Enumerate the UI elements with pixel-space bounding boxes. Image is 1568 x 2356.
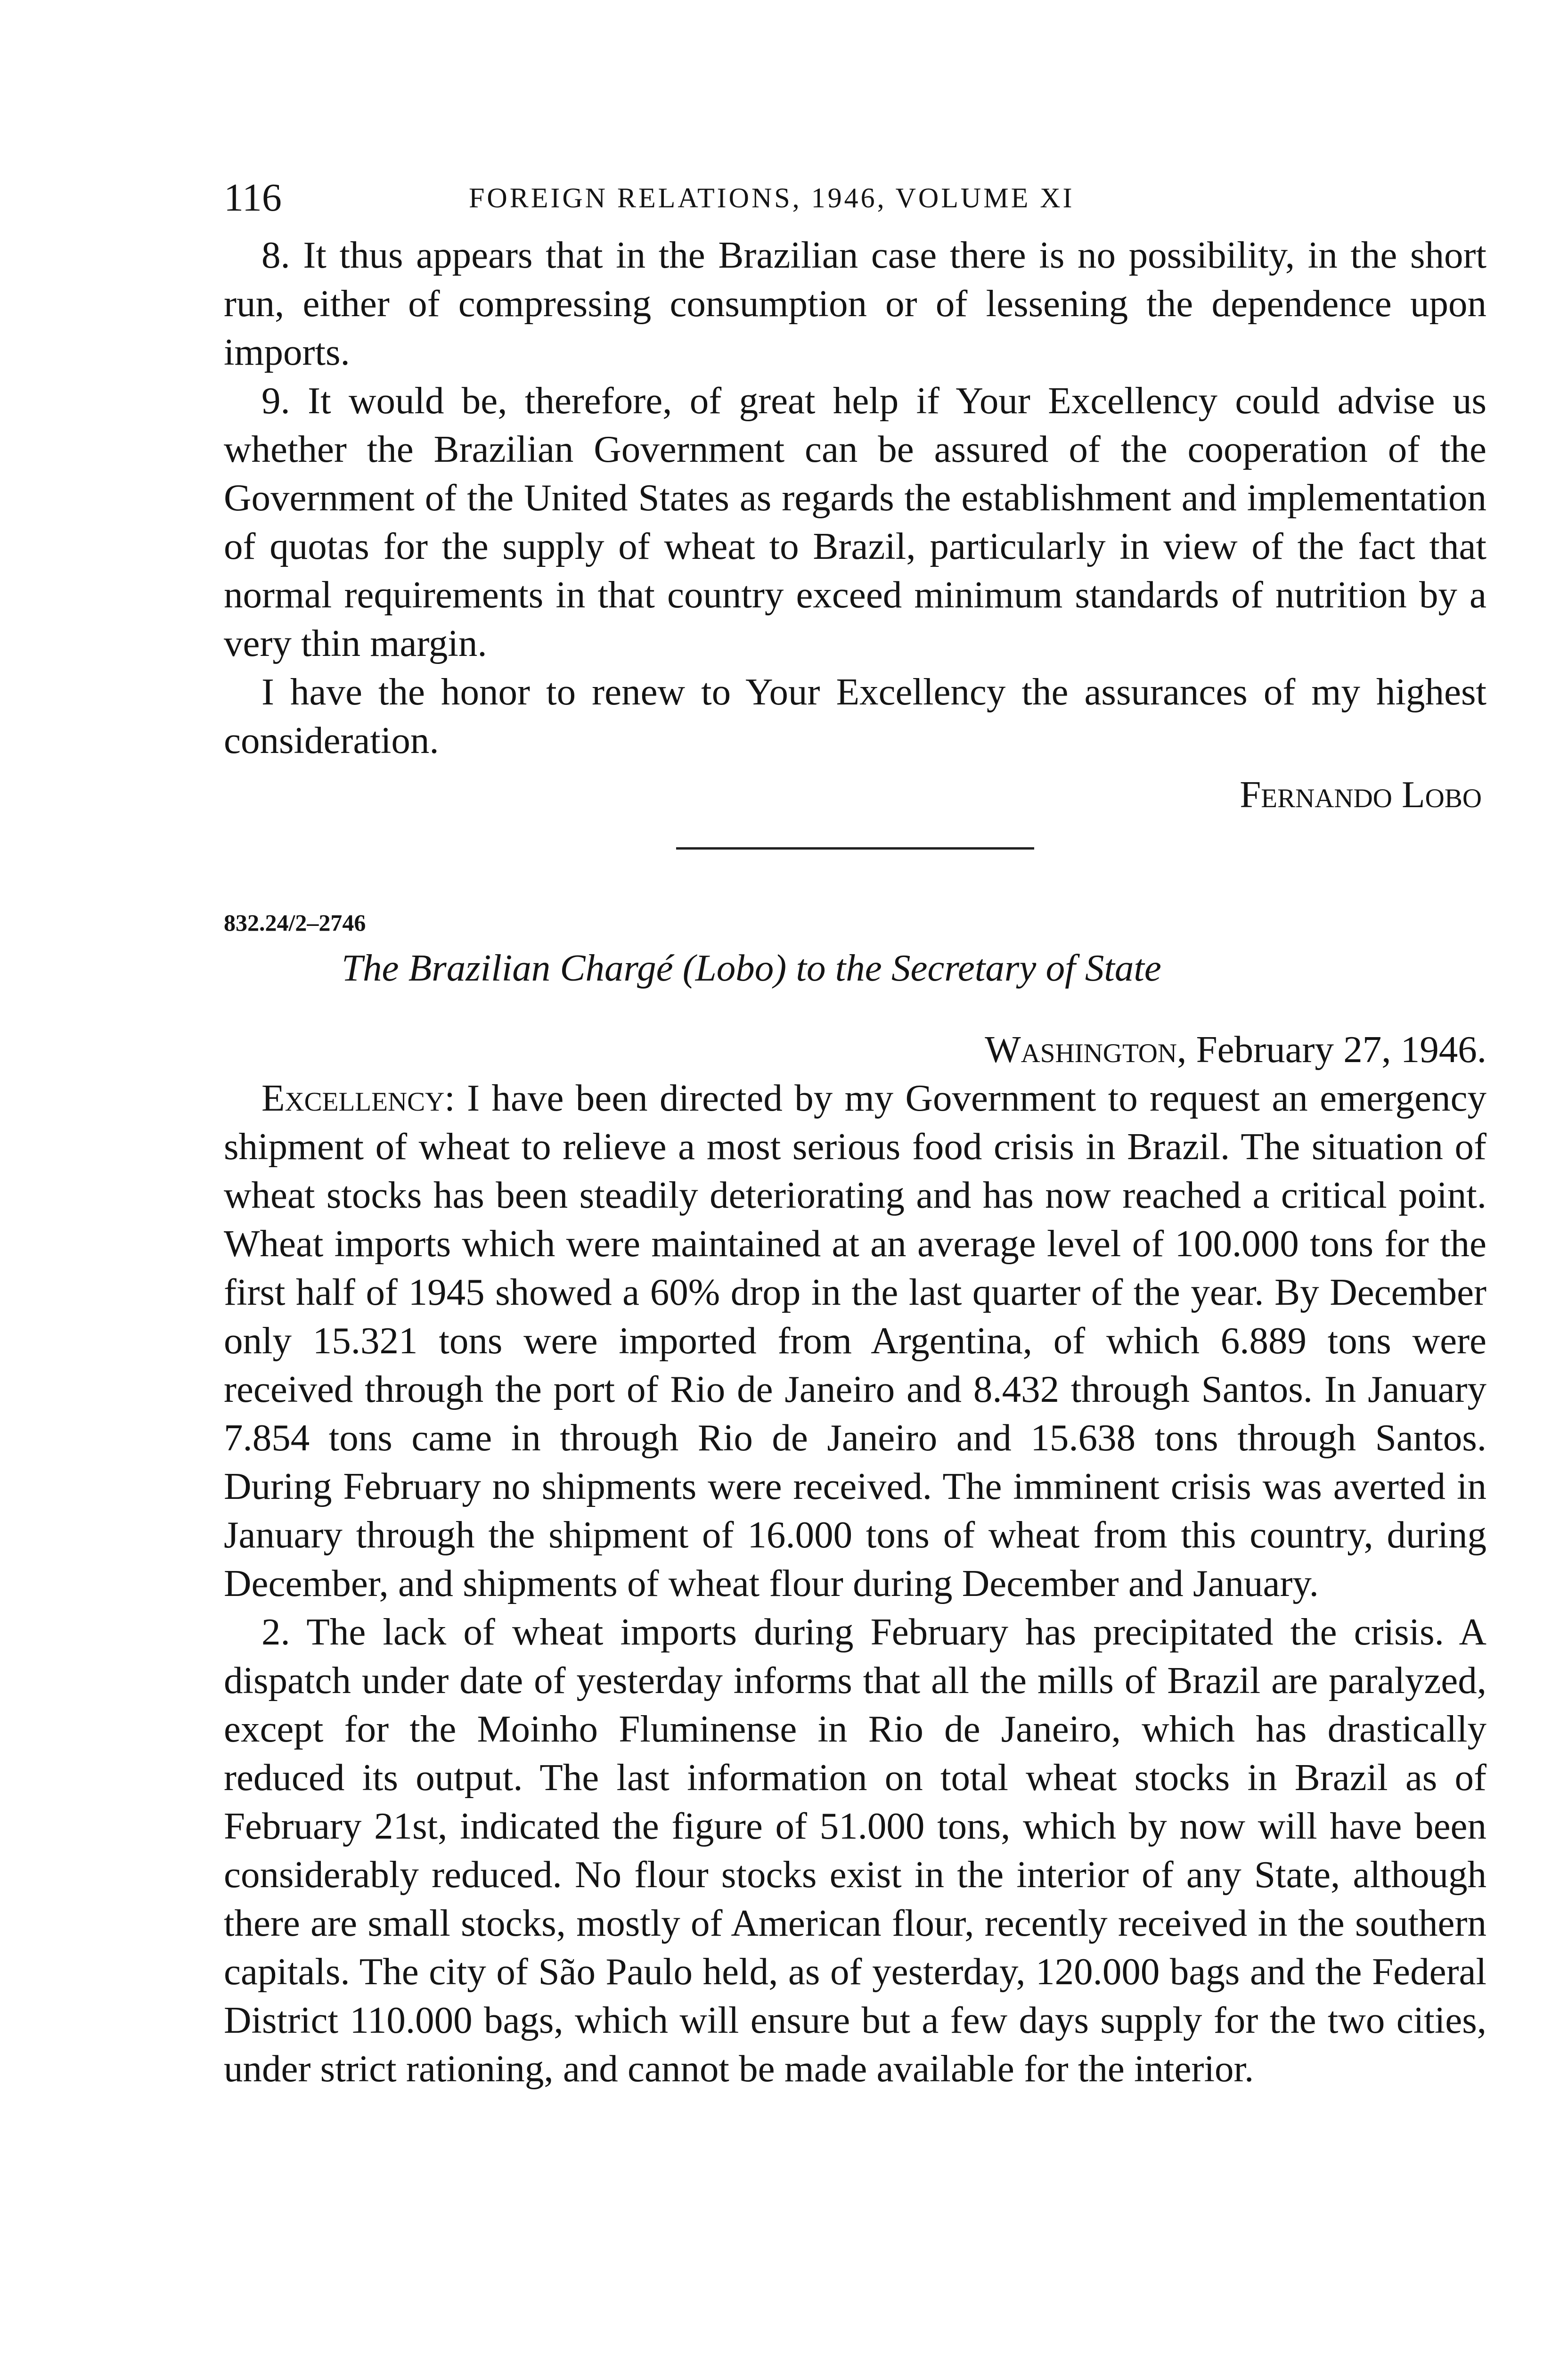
closing-courtesy: I have the honor to renew to Your Excellency the assurances of my highest consideration. bbox=[224, 671, 1486, 761]
dateline-place: Washington, bbox=[985, 1028, 1187, 1071]
letter-paragraph-1 bbox=[224, 1074, 1486, 1608]
signature: Fernando Lobo bbox=[1240, 773, 1482, 816]
running-head bbox=[224, 174, 1486, 231]
document-title: The Brazilian Chargé (Lobo) to the Secretary of State bbox=[342, 947, 1161, 989]
document-page bbox=[224, 174, 1486, 2093]
section-divider bbox=[676, 847, 1034, 850]
running-title: FOREIGN RELATIONS, 1946, VOLUME XI bbox=[469, 182, 1075, 213]
paragraph-9: 9. It would be, therefore, of great help if Your Excellency could advise us whether the Brazilian Government can be assured of the cooperation of the Government of the United States as regards the establishment and implementation of quotas for the supply of wheat to Brazil, particularly in view of the fact that normal requirements in that country exceed minimum standards of nutrition by a very thin margin. bbox=[224, 379, 1486, 664]
dateline bbox=[224, 1025, 1486, 1074]
letter-paragraph-1-body: I have been directed by my Government to request an emergency shipment of wheat to relieve a most serious food crisis in Brazil. The situation of wheat stocks has been steadily deteriorating and has now reached a critical point. Wheat imports which were maintained at an average level of 100.000 tons for the first half of 1945 showed a 60% drop in the last quarter of the year. By December only 15.321 tons were imported from Argentina, of which 6.889 tons were received through the port of Rio de Janeiro and 8.432 through Santos. In January 7.854 tons came in through Rio de Janeiro and 15.638 tons through Santos. During February no shipments were received. The imminent crisis was averted in January through the shipment of 16.000 tons of wheat from this country, during December, and shipments of wheat flour during December and January. bbox=[224, 1077, 1486, 1604]
file-number: 832.24/2–2746 bbox=[224, 909, 366, 936]
dateline-date: February 27, 1946. bbox=[1186, 1028, 1486, 1071]
page-number: 116 bbox=[224, 176, 282, 220]
paragraph-8: 8. It thus appears that in the Brazilian case there is no possibility, in the short run, either of compressing consumption or of lessening the dependence upon imports. bbox=[224, 234, 1486, 373]
salutation: Excellency: bbox=[261, 1077, 455, 1119]
letter-paragraph-2: 2. The lack of wheat imports during February has precipitated the crisis. A dispatch under date of yesterday informs that all the mills of Brazil are paralyzed, except for the Moinho Fluminense in Rio de Janeiro, which has drastically reduced its output. The last information on total wheat stocks in Brazil as of February 21st, indicated the figure of 51.000 tons, which by now will have been considerably reduced. No flour stocks exist in the interior of any State, although there are small stocks, mostly of American flour, recently received in the southern capitals. The city of São Paulo held, as of yesterday, 120.000 bags and the Federal District 110.000 bags, which will ensure but a few days supply for the two cities, under strict rationing, and cannot be made available for the interior. bbox=[224, 1611, 1486, 2090]
